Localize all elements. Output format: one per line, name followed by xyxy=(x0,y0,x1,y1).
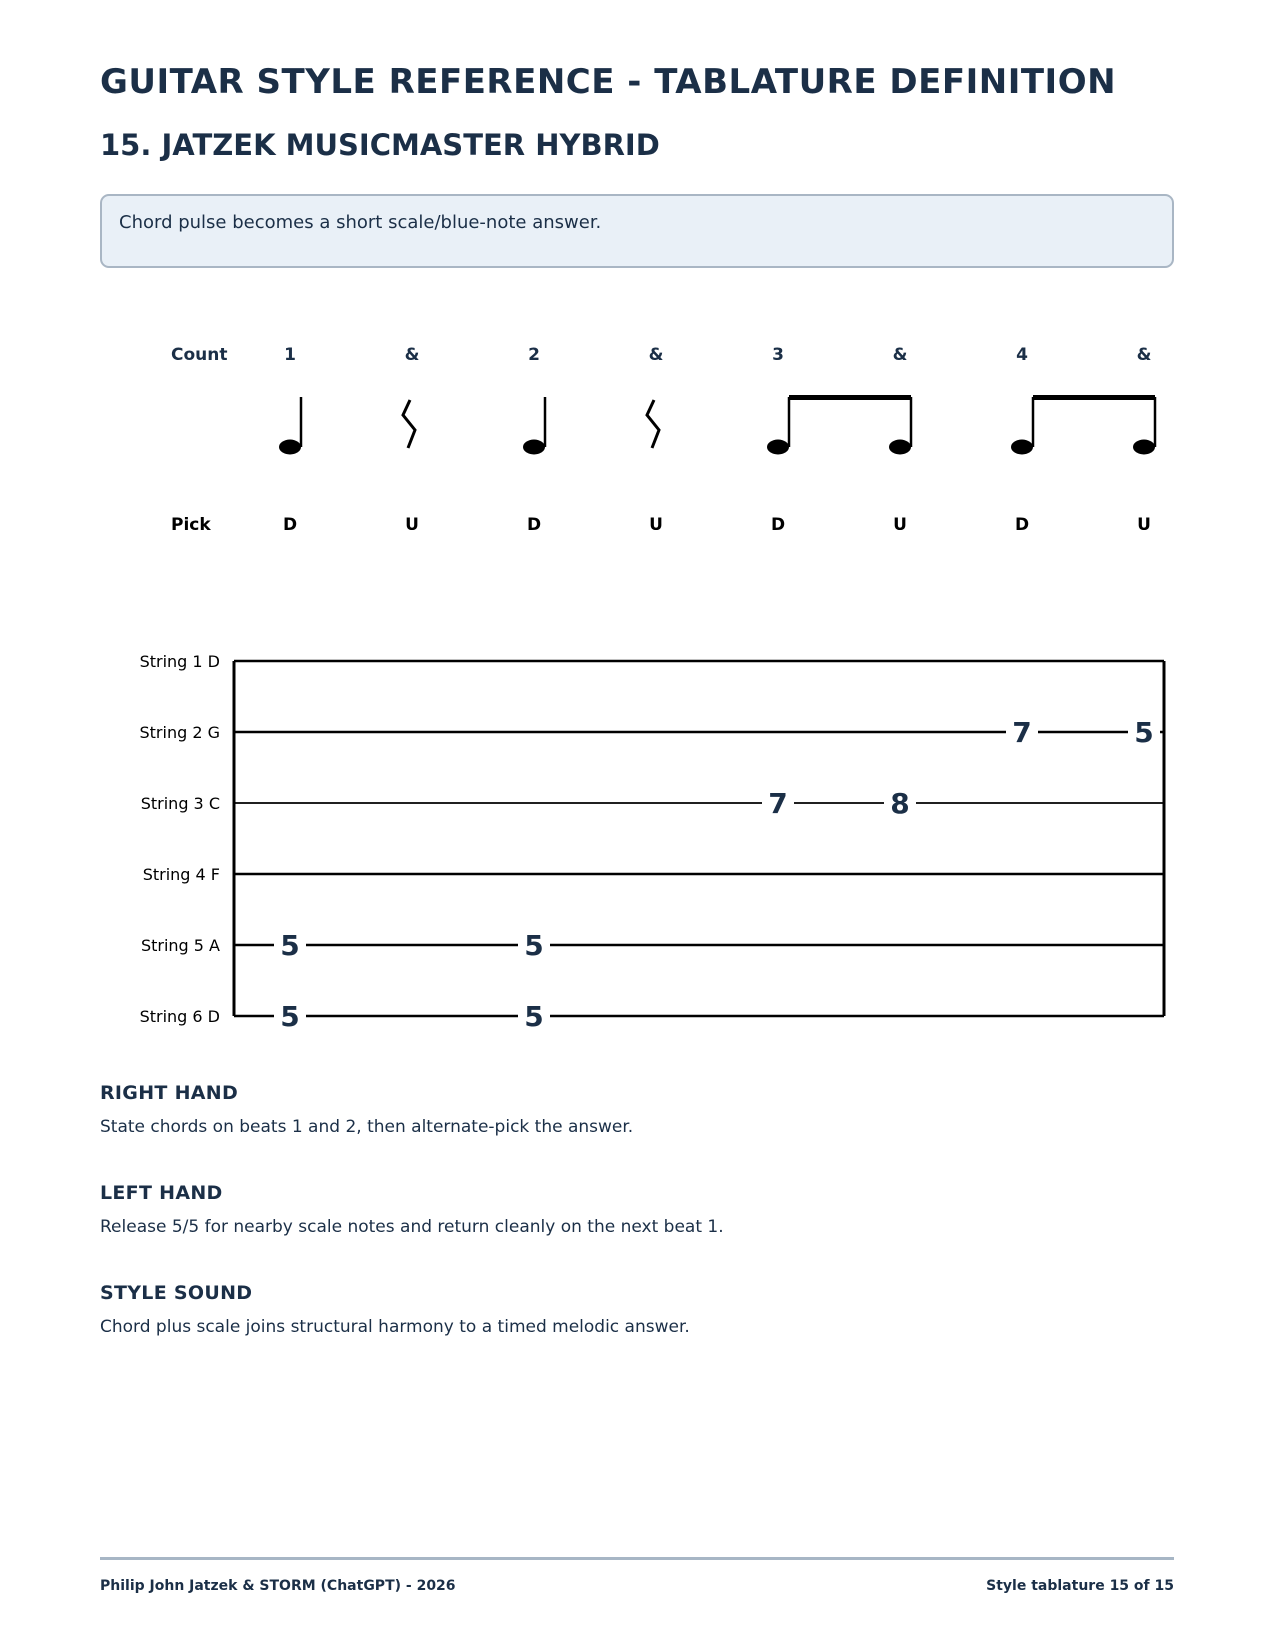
note-head xyxy=(767,440,789,455)
footer-divider xyxy=(100,1557,1174,1560)
beat-count: & xyxy=(1136,345,1152,365)
pick-direction: U xyxy=(405,515,419,535)
beat-count: & xyxy=(404,345,420,365)
eighth-rest-symbol xyxy=(403,400,415,448)
pick-direction: D xyxy=(1014,515,1030,535)
fret-number: 5 xyxy=(524,1000,544,1033)
beat-count: 3 xyxy=(772,345,784,365)
pick-direction: D xyxy=(526,515,542,535)
string-label: String 3 C xyxy=(140,794,220,813)
fret-number: 7 xyxy=(1012,716,1032,749)
footer-page-indicator: Style tablature 15 of 15 xyxy=(986,1578,1174,1594)
pick-label: Pick xyxy=(171,515,211,535)
beat-count: & xyxy=(648,345,664,365)
eighth-rest-symbol xyxy=(647,400,659,448)
fret-number: 5 xyxy=(1134,716,1154,749)
string-label: String 1 D xyxy=(139,652,220,671)
fret-number: 7 xyxy=(768,787,788,820)
note-head xyxy=(523,440,545,455)
description-text: Chord pulse becomes a short scale/blue-note answer. xyxy=(119,212,602,233)
beat-count: 1 xyxy=(284,345,296,365)
beat-count: & xyxy=(892,345,908,365)
left-hand-text: Release 5/5 for nearby scale notes and return cleanly on the next beat 1. xyxy=(100,1217,724,1237)
fret-number: 5 xyxy=(524,929,544,962)
pick-direction: U xyxy=(1137,515,1151,535)
footer-credit: Philip John Jatzek & STORM (ChatGPT) - 2026 xyxy=(100,1578,456,1594)
fret-number: 8 xyxy=(890,787,910,820)
right-hand-heading: RIGHT HAND xyxy=(100,1082,239,1104)
string-label: String 2 G xyxy=(139,723,220,742)
style-subtitle: 15. JATZEK MUSICMASTER HYBRID xyxy=(100,128,660,162)
fret-number: 5 xyxy=(280,1000,300,1033)
count-label: Count xyxy=(171,345,228,365)
right-hand-text: State chords on beats 1 and 2, then alternate-pick the answer. xyxy=(100,1117,634,1137)
style-sound-text: Chord plus scale joins structural harmony to a timed melodic answer. xyxy=(100,1317,690,1337)
note-head xyxy=(889,440,911,455)
pick-direction: U xyxy=(649,515,663,535)
pick-direction: D xyxy=(282,515,298,535)
note-head xyxy=(279,440,301,455)
beat-count: 2 xyxy=(528,345,540,365)
style-sound-heading: STYLE SOUND xyxy=(100,1282,253,1304)
fret-number: 5 xyxy=(280,929,300,962)
note-head xyxy=(1133,440,1155,455)
left-hand-heading: LEFT HAND xyxy=(100,1182,223,1204)
string-label: String 6 D xyxy=(139,1007,220,1026)
page-title: GUITAR STYLE REFERENCE - TABLATURE DEFINITION xyxy=(100,62,1117,102)
string-label: String 4 F xyxy=(142,865,220,884)
note-head xyxy=(1011,440,1033,455)
beat-count: 4 xyxy=(1016,345,1028,365)
string-label: String 5 A xyxy=(140,936,220,955)
pick-direction: D xyxy=(770,515,786,535)
pick-direction: U xyxy=(893,515,907,535)
